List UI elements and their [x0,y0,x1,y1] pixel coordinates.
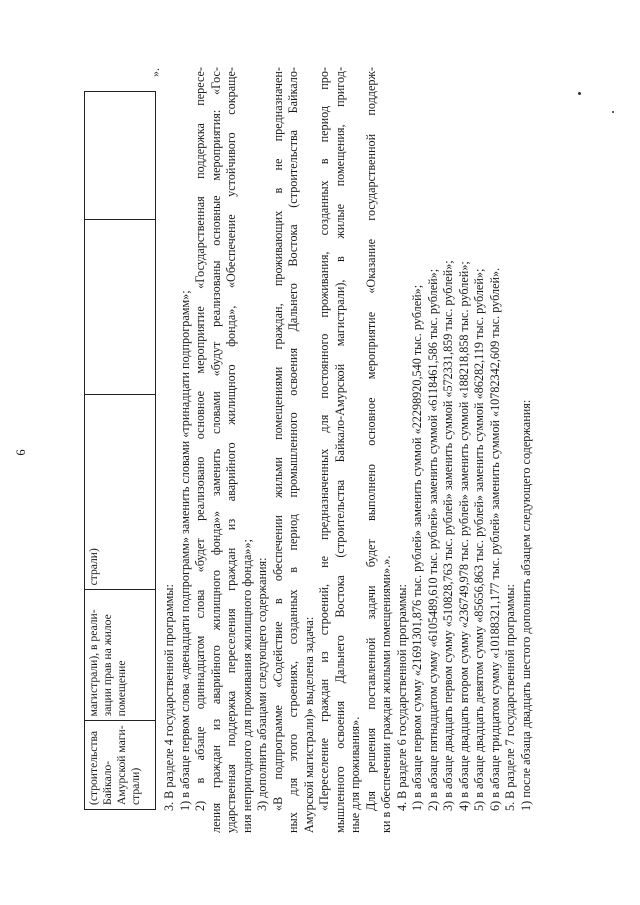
paragraph-line: мышленного освоения Дальнего Востока (строительства Байкало-Амурской магистрали), в жилые помещения, пригод- [332,67,347,833]
table-cell-construction [85,721,156,810]
cell-text: Байкало- [101,760,114,805]
cell-text: помещение [115,660,128,717]
paragraph-line: 2) в абзаце пятнадцатом сумму «6105489,610 тыс. рублей» заменить суммой «6118461,586 тыс. рублей»; [425,268,440,811]
paragraph-line: 1) после абзаца двадцать шестого дополнить абзацем следующего содержания: [518,399,533,811]
table-cell-empty [85,92,156,220]
scan-speck [578,92,581,95]
paragraph-line: ки в обеспечении граждан жилыми помещениями».». [379,555,393,833]
paragraph-line: 6) в абзаце тридцатом сумму «10188321,177 тыс. рублей» заменить суммой «10782342,609 тыс. рублей». [487,267,502,811]
table-cell-empty [85,220,156,395]
paragraph-line: 5) в абзаце двадцать девятом сумму «85656,863 тыс. рублей» заменить суммой «86282,119 тыс. рублей»; [472,268,486,811]
paragraph-line: 1) в абзаце первом сумму «21691301,876 тыс. рублей» заменить суммой «22298920,540 тыс. рублей»; [410,284,424,811]
paragraph-line: «В подпрограмме «Содействие в обеспечении жильми помещениями граждан, проживающих в не предназначен- [270,67,285,811]
paragraph-line: «Переселение граждан из строений, не предназначенных для постоянного проживания, созданных в период про- [317,67,331,811]
page-number: 6 [14,449,28,456]
cell-text: зации прав на жилое [101,614,114,717]
cell-text: Амурской маги- [115,725,128,805]
paragraph-line: Для решения поставленной задачи будет выполнено основное мероприятие «Оказание государственной поддерж- [363,67,378,811]
paragraph-line: Амурской магистрали)» выделена задача: [301,616,316,833]
paragraph-line: ления граждан из аварийного жилищного фонда»» заменить словами «будут реализованы основные мероприятия: «Гос- [208,67,223,833]
closing-quote: ». [148,68,162,77]
section-heading: 5. В разделе 7 государственной программы: [503,584,517,811]
scan-speck [612,111,614,113]
cell-text: магистрали), в реали- [87,609,100,717]
paragraph-line: ния непригодного для проживания жилищного фонда»»; [239,539,254,833]
paragraph-line: 2) в абзаце одиннадцатом слова «будет реализовано основное мероприятие «Государственная поддержка пересе- [193,67,207,811]
paragraph-line: 4) в абзаце двадцать втором сумму «236749,978 тыс. рублей» заменить суммой «188218,858 тыс. рублей»; [456,261,471,811]
cell-text: страли) [87,548,100,586]
table-fragment [84,91,156,810]
document-body [162,67,534,833]
paragraph-line: ударственная поддержка переселения граждан из аварийного жилищного фонда», «Обеспечение устойчивого сокраще- [224,67,238,833]
paragraph-line: 3) дополнить абзацами следующего содержания: [255,557,269,811]
table-row [85,92,156,810]
paragraph-line: 3) в абзаце двадцать первом сумму «510828,763 тыс. рублей» заменить суммой «572331,859 тыс. рублей»; [441,260,455,811]
table-cell-rights [85,590,156,721]
paragraph-line: ных для этого строениях, созданных в период промышленного освоения Дальнего Востока (строительства Байкало- [286,67,300,833]
cell-text: (строительства [87,731,100,805]
paragraph-line: 1) в абзаце первом слова «двенадцати подпрограмм» заменить словами «тринадцати подпрограмм»; [177,290,192,811]
section-heading: 4. В разделе 6 государственной программы: [394,584,409,811]
section-heading: 3. В разделе 4 государственной программы: [162,584,176,811]
paragraph-line: ные для проживания». [348,716,362,833]
cell-text: страли) [129,767,142,805]
table-cell-mainline [85,395,156,590]
